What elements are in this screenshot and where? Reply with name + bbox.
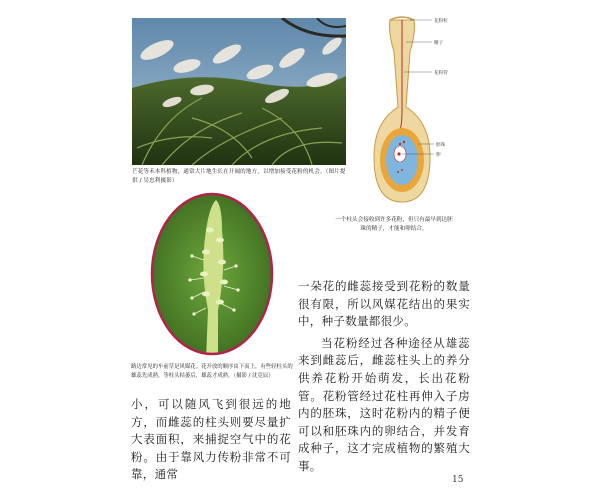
- paragraph-seed-count: 一朵花的雌蕊接受到花粉的数量很有限，所以风媒花结出的果实中，种子数量都很少。: [298, 279, 470, 329]
- pistil-cross-section: [360, 12, 470, 212]
- pistil-diagram: [360, 12, 470, 212]
- plantain-photo: [148, 190, 276, 358]
- oval-photo-caption: 路边常见的车前草是风媒花。花开放的顺序由下而上，有些轻柱头的雄蕊先成熟，等柱头枯萎后，雄蕊才成熟。（摄影 / 沈竞辰）: [131, 364, 293, 379]
- pampas-grass-photo: [132, 18, 346, 165]
- pampas-grass-illustration: [132, 18, 346, 165]
- left-column-text: [131, 396, 291, 484]
- plantain-illustration: [148, 190, 276, 358]
- label-pollen-tube: 花粉管: [434, 71, 448, 76]
- top-photo-caption: 芒花等禾本科植物，通常大片地生长在开阔的地方，以增加接受花粉的机会。（图片提供 / 吴忠利摄影）: [132, 169, 346, 184]
- paragraph-wind-pollination: 小，可以随风飞到很远的地方，而雌蕊的柱头则要尽量扩大表面积，来捕捉空气中的花粉。由于靠风力传粉非常不可靠，通常: [131, 397, 291, 482]
- label-egg: 卵: [436, 153, 441, 158]
- paragraph-fertilization: 当花粉经过各种途径从雄蕊来到雌蕊后，雌蕊柱头上的养分供养花粉开始萌发，长出花粉管。花粉管经过花柱再伸入子房内的胚珠，这时花粉内的精子便可以和胚珠内的卵结合，并发育成种子，这才完成植物的繁殖大事。: [298, 335, 470, 473]
- diagram-caption: 一个柱头会接收到许多花粉，但只有最早到达胚珠的精子，才能和卵结合。: [335, 217, 453, 232]
- label-ovule: 胚珠: [436, 143, 446, 148]
- label-sperm: 精子: [434, 41, 444, 46]
- label-pollen-grain: 花粉粒: [434, 19, 448, 24]
- right-column-text: [298, 278, 470, 480]
- page-number: 15: [452, 475, 464, 485]
